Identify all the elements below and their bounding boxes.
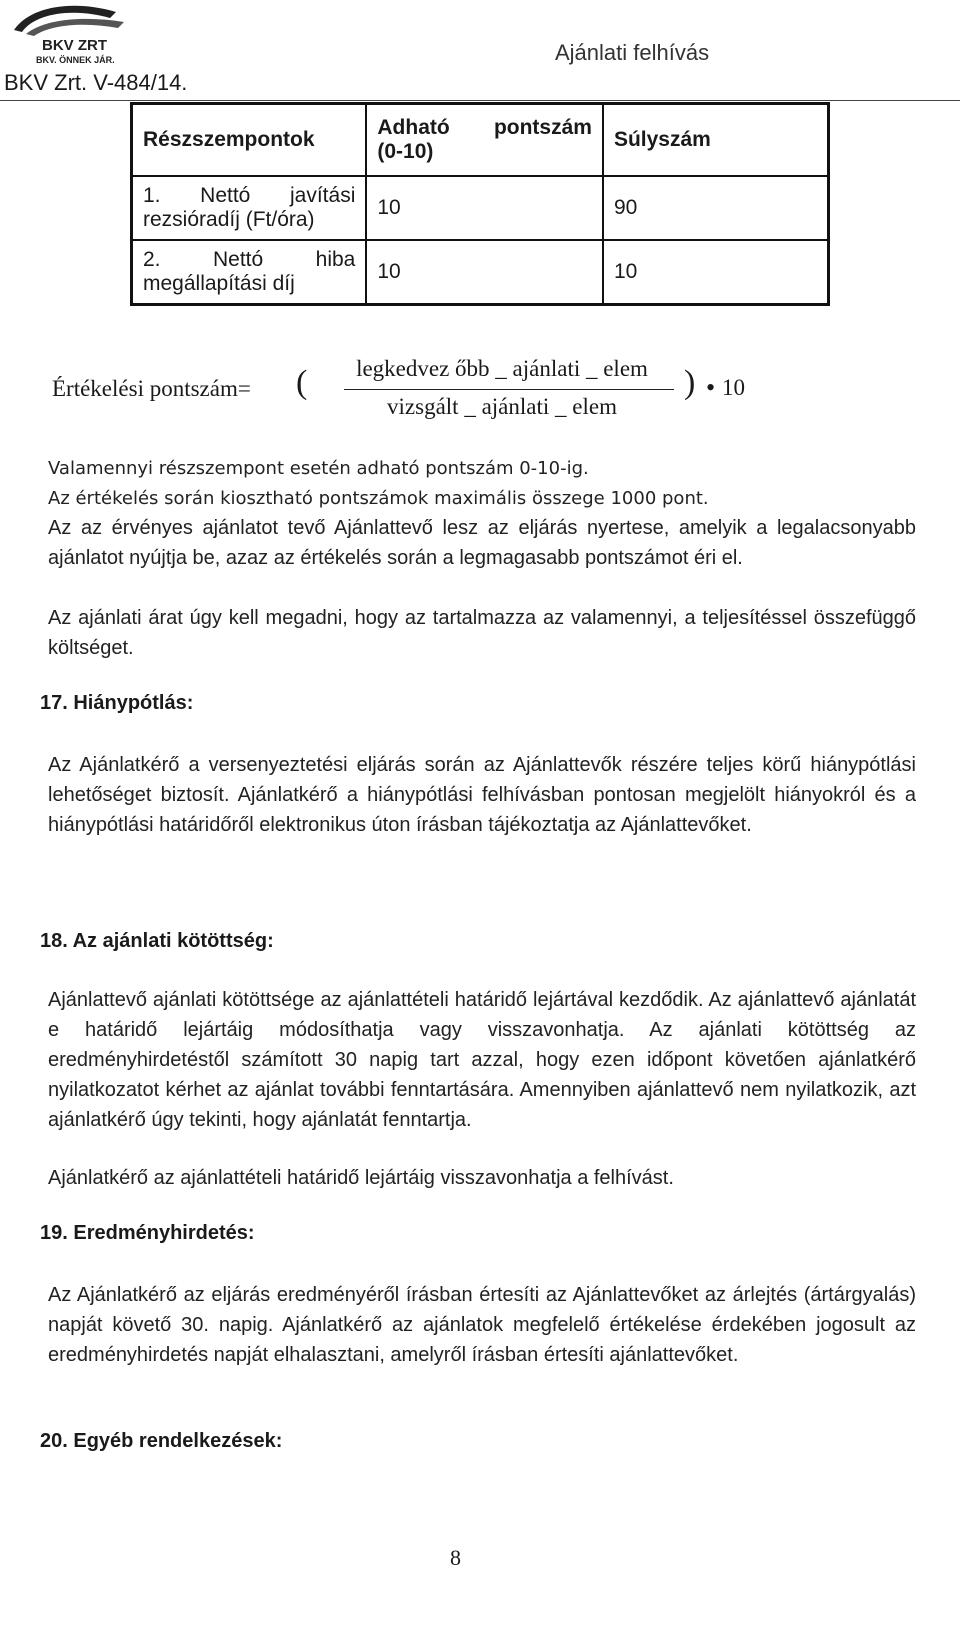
weight-cell: 10 — [613, 260, 638, 283]
header-points — [366, 104, 603, 177]
intro-line-1: Valamennyi részszempont esetén adható pontszám 0-10-ig. — [48, 458, 589, 479]
section-19-title: 19. Eredményhirdetés: — [40, 1222, 255, 1244]
criterion-line1 — [143, 248, 355, 272]
points-cell: 10 — [366, 176, 603, 240]
section-20-title: 20. Egyéb rendelkezések: — [40, 1430, 283, 1452]
criterion-cell — [132, 240, 367, 305]
logo-wordmark: BKV ZRT — [42, 37, 107, 54]
table-row — [132, 240, 829, 305]
logo-slogan: BKV. ÖNNEK JÁR. — [36, 55, 115, 65]
formula-denominator: vizsgált _ ajánlati _ elem — [387, 394, 617, 419]
section-18-title: 18. Az ajánlati kötöttség: — [40, 930, 274, 952]
criterion-cell — [132, 176, 367, 240]
section-18-paragraph-2: Ajánlatkérő az ajánlattételi határidő lejártáig visszavonhatja a felhívást. — [48, 1167, 674, 1189]
formula-fraction-bar — [344, 389, 674, 390]
points-cell: 10 — [366, 240, 603, 305]
formula-numerator: legkedvez őbb _ ajánlati _ elem — [356, 356, 648, 381]
section-17-paragraph: Az Ajánlatkérő a versenyeztetési eljárás során az Ajánlattevők részére teljes körű hiánypótlási lehetőséget biztosít. Ajánlatkérő a hiánypótlási felhívásban pontosan megjelölt hiányokról és a hiánypótlási határidőről elektronikus úton írásban tájékoztatja az Ajánlattevőket. — [48, 754, 916, 836]
intro-paragraph-4: Az ajánlati árat úgy kell megadni, hogy az tartalmazza az valamennyi, a teljesítéssel összefüggő költséget. — [48, 607, 916, 659]
header-weight: Súlyszám — [603, 104, 829, 177]
table-row — [132, 176, 829, 240]
page-number: 8 — [450, 1545, 461, 1570]
criterion-word: Nettó — [212, 248, 264, 271]
criterion-word: hiba — [315, 248, 356, 271]
criterion-line2: rezsióradíj (Ft/óra) — [143, 208, 315, 231]
table-header-row — [132, 104, 829, 177]
criterion-line1 — [143, 184, 355, 208]
criterion-word: Nettó — [200, 184, 251, 207]
intro-paragraph-3: Az az érvényes ajánlatot tevő Ajánlattevő lesz az eljárás nyertese, amelyik a legalacsonyabb ajánlatot nyújtja be, azaz az értékelés során a legmagasabb pontszámot éri el. — [48, 517, 916, 569]
criterion-word: javítási — [290, 184, 356, 207]
document-type: Ajánlati felhívás — [555, 40, 710, 65]
header-points-line1 — [377, 116, 592, 140]
intro-line-2: Az értékelés során kiosztható pontszámok maximális összege 1000 pont. — [48, 488, 709, 509]
formula-factor: 10 — [722, 375, 745, 400]
section-19-paragraph: Az Ajánlatkérő az eljárás eredményéről írásban értesíti az Ajánlattevőket az árlejtés (ártárgyalás) napját követő 30. napig. Ajánlatkérő az ajánlatok megfelelő értékelése érdekében jogosult az eredményhirdetés napját elhalasztani, amelyről írásban értesíti ajánlattevőket. — [48, 1284, 916, 1366]
header-divider — [0, 100, 960, 101]
bkv-logo — [6, 0, 136, 66]
header-points-word2: pontszám — [493, 116, 592, 139]
header-points-range: (0-10) — [377, 140, 434, 163]
formula-label: Értékelési pontszám= — [52, 376, 251, 401]
formula-multiply-dot: • — [706, 373, 716, 402]
scoring-formula — [52, 356, 772, 430]
scoring-table — [130, 102, 830, 306]
section-17-title: 17. Hiánypótlás: — [40, 692, 194, 714]
formula-close-paren: ) — [684, 364, 696, 401]
header-points-word1: Adható — [377, 116, 450, 139]
header-criteria: Részszempontok — [132, 104, 367, 177]
criterion-number: 2. — [143, 248, 161, 271]
criterion-number: 1. — [143, 184, 161, 207]
weight-cell: 90 — [603, 176, 829, 240]
section-18-paragraph-1: Ajánlattevő ajánlati kötöttsége az ajánlattételi határidő lejártával kezdődik. Az ajánlattevő ajánlatát e határidő lejártáig módosíthatja vagy visszavonhatja. Az ajánlati kötöttség az eredményhirdetéstől számított 30 napig tart azzal, hogy ezen időpont követően ajánlatkérő nyilatkozatot kérhet az ajánlat további fenntartására. Amennyiben ajánlattevő nem nyilatkozik, azt ajánlatkérő úgy tekinti, hogy ajánlatát fenntartja. — [48, 989, 916, 1131]
document-id: BKV Zrt. V-484/14. — [4, 70, 188, 95]
criterion-line2: megállapítási díj — [143, 272, 295, 295]
formula-open-paren: ( — [296, 364, 308, 401]
